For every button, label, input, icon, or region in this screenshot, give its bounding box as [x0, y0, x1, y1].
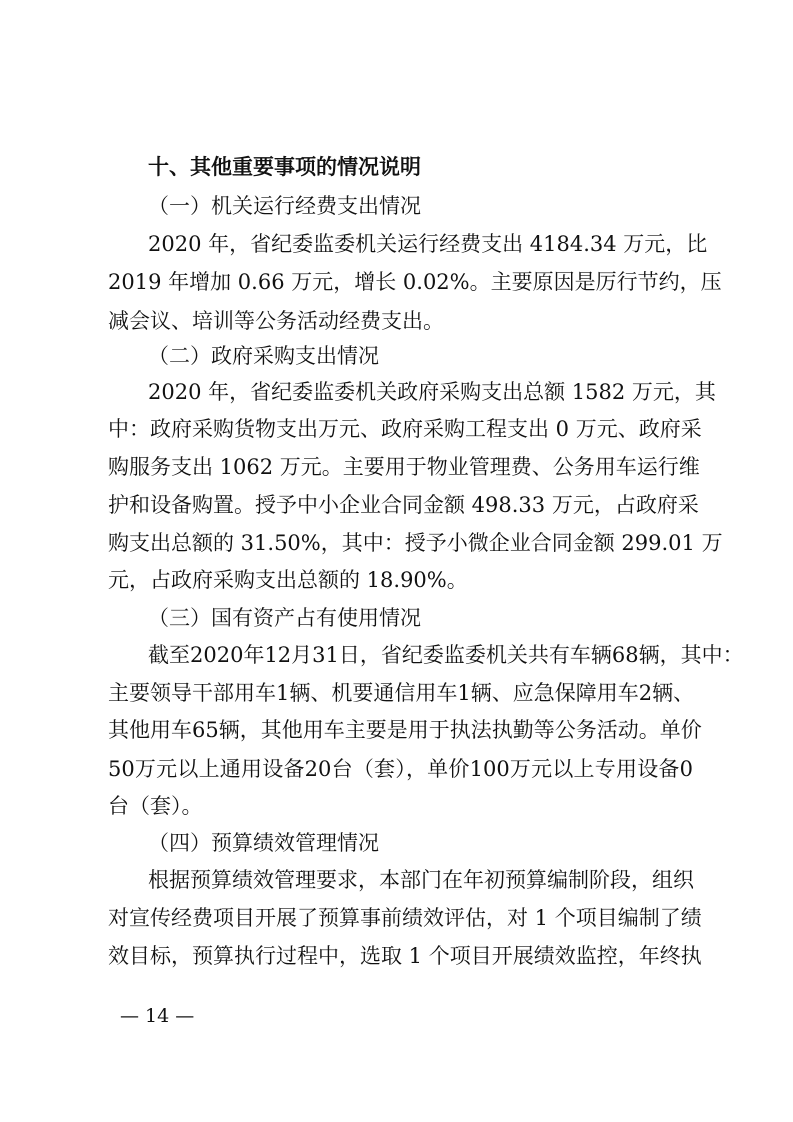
paragraph-line: 对宣传经费项目开展了预算事前绩效评估，对 1 个项目编制了绩: [108, 906, 702, 930]
paragraph-line: 2020 年，省纪委监委机关政府采购支出总额 1582 万元，其: [148, 380, 716, 404]
paragraph-line: 根据预算绩效管理要求，本部门在年初预算编制阶段，组织: [148, 868, 694, 892]
subsection-title-4: （四）预算绩效管理情况: [148, 831, 379, 855]
paragraph-line: 2019 年增加 0.66 万元，增长 0.02%。主要原因是厉行节约，压: [108, 270, 722, 294]
paragraph-line: 主要领导干部用车1辆、机要通信用车1辆、应急保障用车2辆、: [108, 681, 695, 705]
subsection-title-1: （一）机关运行经费支出情况: [148, 194, 421, 218]
paragraph-line: 护和设备购置。授予中小企业合同金额 498.33 万元，占政府采: [108, 493, 699, 517]
page-number: — 14 —: [120, 1005, 195, 1027]
subsection-title-3: （三）国有资产占有使用情况: [148, 606, 421, 630]
paragraph-line: 中：政府采购货物支出万元、政府采购工程支出 0 万元、政府采: [108, 417, 702, 441]
paragraph-line: 台（套）。: [108, 794, 203, 818]
paragraph-line: 2020 年，省纪委监委机关运行经费支出 4184.34 万元，比: [148, 232, 708, 256]
paragraph-line: 购支出总额的 31.50%，其中：授予小微企业合同金额 299.01 万: [108, 531, 723, 555]
paragraph-line: 购服务支出 1062 万元。主要用于物业管理费、公务用车运行维: [108, 455, 700, 479]
paragraph-line: 效目标，预算执行过程中，选取 1 个项目开展绩效监控，年终执: [108, 944, 702, 968]
paragraph-line: 减会议、培训等公务活动经费支出。: [108, 309, 444, 333]
paragraph-line: 元，占政府采购支出总额的 18.90%。: [108, 568, 468, 592]
subsection-title-2: （二）政府采购支出情况: [148, 344, 379, 368]
paragraph-line: 截至2020年12月31日，省纪委监委机关共有车辆68辆，其中：: [148, 643, 744, 667]
paragraph-line: 50万元以上通用设备20台（套），单价100万元以上专用设备0: [108, 757, 693, 781]
paragraph-line: 其他用车65辆，其他用车主要是用于执法执勤等公务活动。单价: [108, 718, 702, 742]
section-heading: 十、其他重要事项的情况说明: [148, 155, 421, 179]
